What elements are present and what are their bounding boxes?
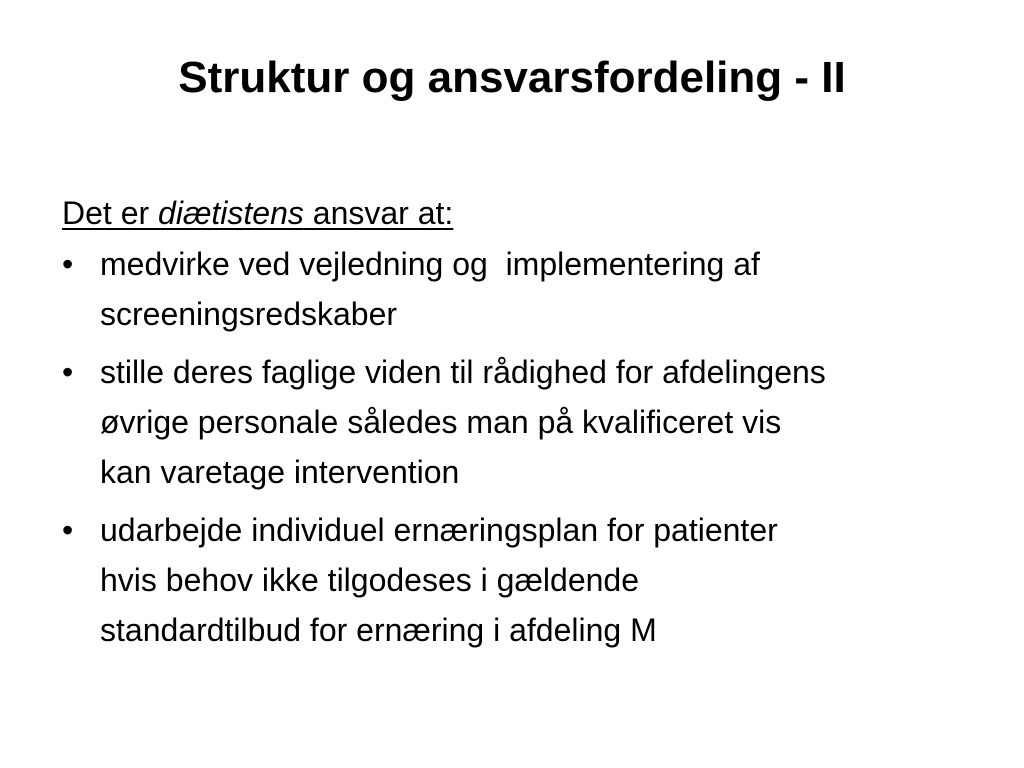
bullet-list — [62, 239, 1012, 655]
bullet-item — [62, 347, 1012, 497]
bullet-icon: • — [62, 246, 74, 282]
bullet-icon: • — [62, 512, 74, 548]
intro-line — [62, 188, 1012, 238]
slide-title: Struktur og ansvarsfordeling - II — [178, 53, 846, 102]
bullet-text-line: udarbejde individuel ernæringsplan for patienter — [100, 512, 778, 548]
bullet-item — [62, 239, 1012, 339]
intro-before: Det er — [62, 195, 159, 231]
bullet-text-line: stille deres faglige viden til rådighed for afdelingens — [100, 354, 826, 390]
bullet-text-line: screeningsredskaber — [100, 296, 398, 332]
intro-emphasis: diætistens — [158, 195, 304, 231]
intro-after: ansvar at: — [303, 195, 454, 231]
bullet-item — [62, 505, 1012, 655]
bullet-text-line: øvrige personale således man på kvalificeret vis — [100, 404, 782, 440]
slide-body — [62, 188, 1012, 663]
bullet-text-line: medvirke ved vejledning og implementering af — [100, 246, 760, 282]
bullet-icon: • — [62, 354, 74, 390]
bullet-text-line: standardtilbud for ernæring i afdeling M — [100, 612, 657, 648]
bullet-text-line: hvis behov ikke tilgodeses i gældende — [100, 562, 639, 598]
bullet-text-line: kan varetage intervention — [100, 454, 460, 490]
